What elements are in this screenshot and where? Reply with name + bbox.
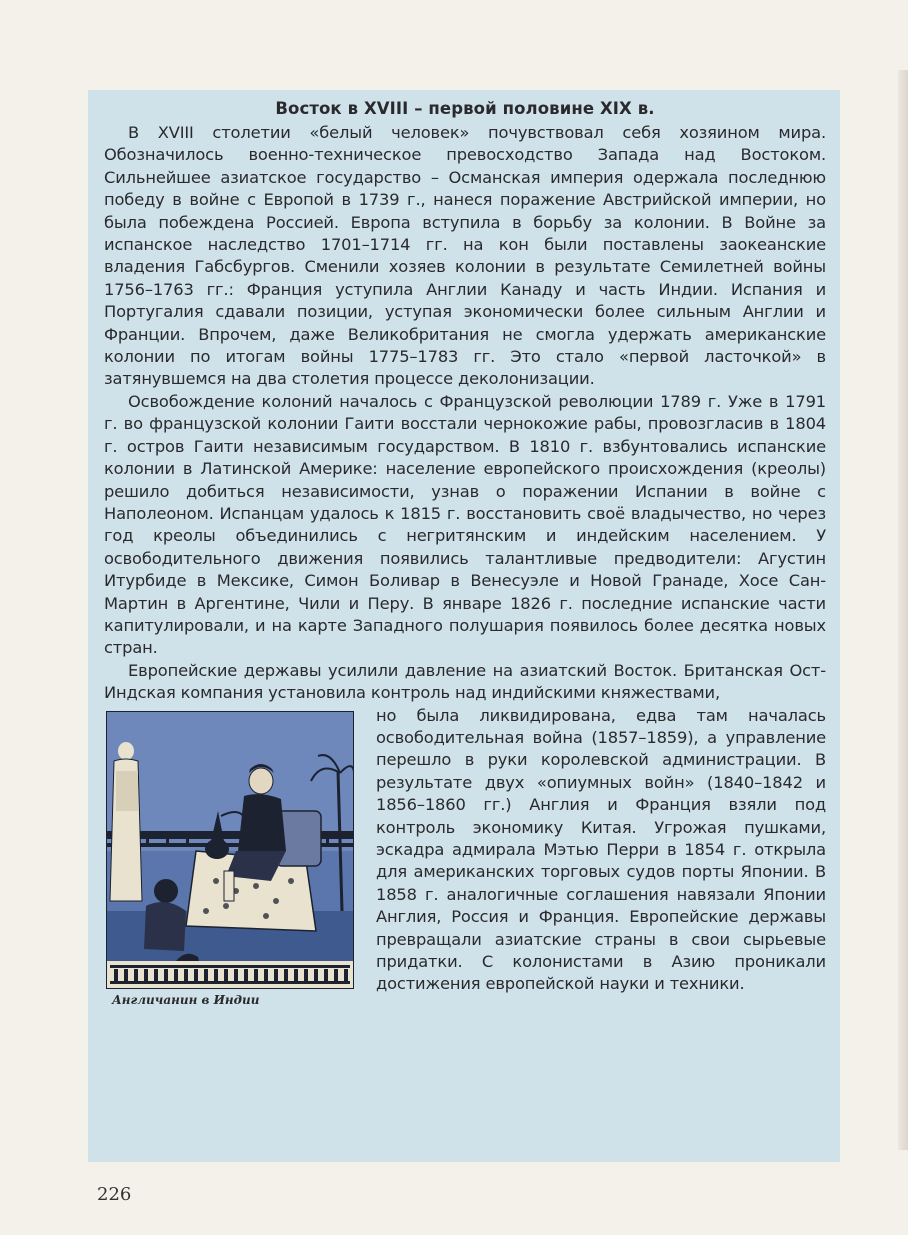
text-panel [88,90,840,1162]
paragraph-3-wrap: но была ликвидирована, едва там началась освободительная война (1857–1859), а управление перешло в руки королевской администрации. В результате двух «опиумных войн» (1840–1842 и 1856–1860 гг.) Англия и Франция взяли под контроль экономику Китая. Угрожая пушками, эскадра адмирала Мэтью Перри в 1854 г. открыла для американских торговых судов порты Японии. В 1858 г. аналогичные соглашения навязали Японии Англия, Россия и Франция. Европейские державы превращали азиатские страны в свои сырьевые придатки. С колонистами в Азию проникали достижения европейской науки и техники. [376,705,826,994]
illustration-englishman-in-india [106,711,354,989]
section-title: Восток в XVIII – первой половине XIX в. [275,99,655,118]
paragraph-2: Освобождение колоний началось с Французской революции 1789 г. Уже в 1791 г. во французской колонии Гаити восстали чернокожие рабы, провозгласив в 1804 г. остров Гаити независимым государством. В 1810 г. взбунтовались испанские колонии в Латинской Америке: население европейского происхождения (креолы) решило добиться независимости, узнав о поражении Испании в войне с Наполеоном. Испанцам удалось к 1815 г. восстановить своё владычество, но через год креолы объединились с негритянским и индейским населением. У освободительного движения появились талантливые предводители: Агустин Итурбиде в Мексике, Симон Боливар в Венесуэле и Новой Гранаде, Хосе Сан-Мартин в Аргентине, Чили и Перу. В январе 1826 г. последние испанские части капитулировали, и на карте Западного полушария появилось более десятка новых стран. [104,391,826,658]
page-number: 226 [97,1184,132,1205]
figure [106,711,356,1013]
figure-wrap-block [104,705,826,1007]
paragraph-1: В XVIII столетии «белый человек» почувствовал себя хозяином мира. Обозначилось военно-техническое превосходство Запада над Востоком. Сильнейшее азиатское государство – Османская империя одержала последнюю победу в войне с Европой в 1739 г., нанеся поражение Австрийской империи, но была побеждена Россией. Европа вступила в борьбу за колонии. В Войне за испанское наследство 1701–1714 гг. на кон были поставлены заокеанские владения Габсбургов. Сменили хозяев колонии в результате Семилетней войны 1756–1763 гг.: Франция уступила Англии Канаду и часть Индии. Испания и Португалия сдавали позиции, уступая экономически более сильным Англии и Франции. Впрочем, даже Великобритания не смогла удержать американские колонии по итогам войны 1775–1783 гг. Это стало «первой ласточкой» в затянувшемся на два столетия процессе деколонизации. [104,123,826,389]
paragraph-3-lead: Европейские державы усилили давление на азиатский Восток. Британская Ост-Индская компания установила контроль над индийскими княжествами, [104,660,826,703]
page-edge [898,70,908,1150]
figure-caption: Англичанин в Индии [112,992,260,1007]
